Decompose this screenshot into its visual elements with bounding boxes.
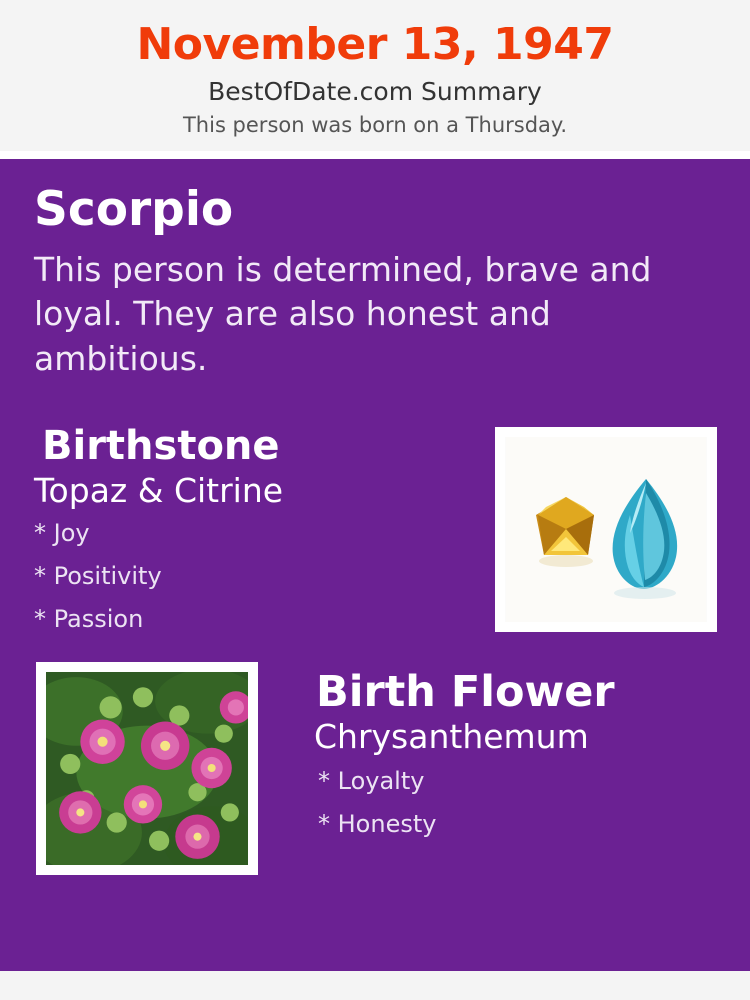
birth-flower-name: Chrysanthemum xyxy=(314,716,589,756)
birthstone-trait: * Passion xyxy=(34,605,144,634)
birthstone-trait: * Positivity xyxy=(34,562,162,591)
birth-flower-text xyxy=(284,662,718,839)
birthstone-heading: Birthstone xyxy=(42,422,280,469)
birth-flower-photo xyxy=(46,672,248,865)
site-name: BestOfDate.com Summary xyxy=(208,77,542,107)
birth-flower-heading: Birth Flower xyxy=(316,666,615,717)
chrysanthemum-illustration xyxy=(46,672,248,865)
birthstone-photo xyxy=(505,437,707,622)
birthstone-photo-frame xyxy=(495,427,717,632)
birthstone-trait: * Joy xyxy=(34,519,90,548)
birth-flower-trait: * Loyalty xyxy=(318,767,425,796)
birthstone-name: Topaz & Citrine xyxy=(34,470,284,510)
page-title: November 13, 1947 xyxy=(136,19,614,70)
zodiac-sign-name: Scorpio xyxy=(34,181,234,237)
gemstones-illustration xyxy=(505,437,707,622)
zodiac-description: This person is determined, brave and loyal. They are also honest and ambitious. xyxy=(34,250,652,378)
birth-flower-section xyxy=(32,662,718,887)
birth-flower-trait: * Honesty xyxy=(318,810,437,839)
details-panel xyxy=(0,159,750,971)
birthstone-text xyxy=(32,422,462,634)
card-header xyxy=(0,0,750,151)
birth-flower-photo-frame xyxy=(36,662,258,875)
header-divider xyxy=(0,151,750,159)
birth-weekday-text: This person was born on a Thursday. xyxy=(182,112,568,137)
birthstone-section xyxy=(32,422,718,640)
